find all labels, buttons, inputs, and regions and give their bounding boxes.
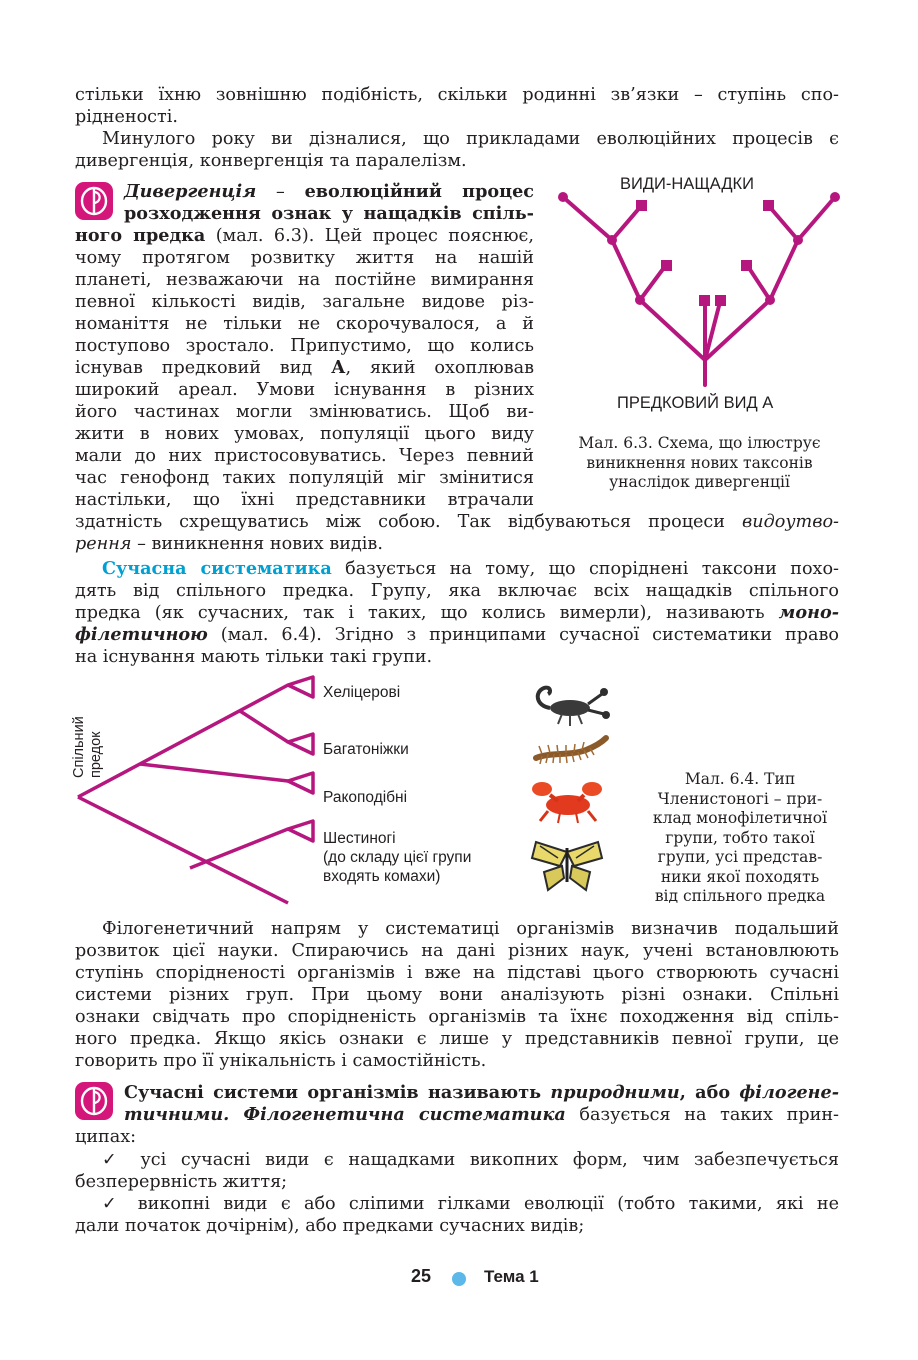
divergence-line-10: широкий ареал. Умови існування в різних	[75, 380, 534, 400]
divergence-line-4: чому протягом розвитку життя на нашій	[75, 248, 534, 268]
systems-line-2: тичними. Філогенетична систематика базується на таких прин-	[124, 1104, 839, 1125]
divergence-line-1: Дивергенція – еволюційний процес	[124, 181, 535, 202]
scorpion-icon	[528, 680, 610, 728]
last-year-line-2: дивергенція, конвергенція та паралелізм.	[75, 151, 467, 171]
check-icon: ✓	[102, 1150, 126, 1170]
fig64-ancestor-label: Спільний предок	[71, 716, 104, 778]
divergence-line-17: рення – виникнення нових видів.	[75, 534, 383, 554]
principle-2-line-2: дали початок дочірнім), або предками сучасних видів;	[75, 1216, 585, 1236]
divergence-line-15: настільки, що їхні представники втрачали	[75, 490, 534, 510]
fig63-top-label: ВИДИ-НАЩАДКИ	[620, 175, 754, 193]
last-year-line-1: Минулого року ви дізналися, що прикладами еволюційних процесів є	[102, 129, 839, 149]
modern-line-4: філетичною (мал. 6.4). Згідно з принципами сучасної систематики право	[75, 624, 839, 645]
divergence-line-6: певної кількості видів, загальне видове різ-	[75, 292, 534, 312]
systems-line-3: ципах:	[75, 1127, 137, 1147]
modern-line-5: на існування мають тільки такі групи.	[75, 647, 433, 667]
modern-line-3: предка (як сучасних, так і таких, що колись вимерли), називають моно-	[75, 602, 839, 623]
definition-icon	[75, 1082, 113, 1120]
phylo-line-5: ознаки свідчать про спорідненість організмів та їхнє походження від спіль-	[75, 1007, 839, 1027]
group-hexapoda-label: Шестиногі (до складу цієї групи входять комахи)	[323, 830, 472, 885]
divergence-line-14: час генофонд таких популяцій міг змінитися	[75, 468, 534, 488]
principle-1-line-2: безперервність життя;	[75, 1172, 288, 1192]
check-icon: ✓	[102, 1194, 125, 1214]
fig63-bottom-label: ПРЕДКОВИЙ ВИД А	[617, 394, 774, 412]
divergence-tree-diagram	[550, 185, 850, 390]
centipede-icon	[530, 732, 610, 768]
divergence-line-12: жити в нових умовах, популяції цього виду	[75, 424, 534, 444]
divergence-line-16: здатність схрещуватись між собою. Так відбуваються процеси видоутво-	[75, 512, 839, 532]
principle-2-line-1: ✓ викопні види є або сліпими гілками еволюції (тобто такими, які не	[102, 1194, 839, 1214]
divergence-line-7: номаніття не тільки не скорочувалося, а й	[75, 314, 534, 334]
monophyletic-cladogram	[70, 675, 320, 905]
modern-line-1: Сучасна систематика базується на тому, що споріднені таксони похо-	[102, 558, 839, 579]
phylo-line-1: Філогенетичний напрям у систематиці організмів визначив подальший	[102, 919, 839, 939]
group-chelicerata-label: Хеліцерові	[323, 684, 401, 701]
phylo-line-2: розвиток цієї науки. Спираючись на дані різних наук, учені встановлюють	[75, 941, 839, 961]
lobster-icon	[530, 775, 608, 827]
page-number: 25	[411, 1266, 432, 1286]
divergence-line-2: розходження ознак у нащадків спіль-	[124, 203, 534, 224]
footer-dot-icon	[452, 1272, 466, 1286]
divergence-line-9: існував предковий вид А, який охоплював	[75, 357, 535, 378]
definition-icon	[75, 182, 113, 220]
fig63-caption: Мал. 6.3. Схема, що ілюструє виникнення нових таксонів унаслідок дивергенції	[578, 434, 821, 491]
modern-systematics-term: Сучасна систематика	[102, 558, 332, 579]
divergence-line-8: поступово зростало. Припустимо, що колись	[75, 336, 534, 356]
phylo-line-3: ступінь спорідненості організмів і вже на підставі цього створюють сучасні	[75, 963, 839, 983]
phylo-line-6: ного предка. Якщо якісь ознаки є лише у представників певної групи, це	[75, 1029, 839, 1049]
top-line-1: стільки їхню зовнішню подібність, скільки родинні зв’язки – ступінь спо-	[75, 85, 839, 105]
divergence-line-11: його частинах могли змінюватись. Щоб ви-	[75, 402, 534, 422]
phylo-line-4: системи різних груп. При цьому вони аналізують різні ознаки. Спільні	[75, 985, 839, 1005]
group-myriapoda-label: Багатоніжки	[323, 741, 409, 758]
group-crustacea-label: Ракоподібні	[323, 789, 408, 806]
principle-1-line-1: ✓ усі сучасні види є нащадками викопних форм, чим забезпечується	[102, 1150, 839, 1170]
topic-label: Тема 1	[484, 1267, 539, 1286]
butterfly-icon	[530, 838, 604, 896]
divergence-line-3: ного предка (мал. 6.3). Цей процес пояснює,	[75, 225, 534, 246]
systems-line-1: Сучасні системи організмів називають природними, або філогене-	[124, 1082, 839, 1103]
divergence-line-5: планеті, незважаючи на постійне вимирання	[75, 270, 534, 290]
top-line-2: рідненості.	[75, 107, 178, 127]
modern-line-2: дять від спільного предка. Групу, яка включає всіх нащадків спільного	[75, 581, 839, 601]
divergence-term: Дивергенція	[124, 181, 257, 202]
phylo-line-7: говорить про її унікальність і самостійність.	[75, 1051, 487, 1071]
fig64-caption: Мал. 6.4. Тип Членистоногі – при- клад монофілетичної групи, тобто такої групи, усі представ- ники якої походять від спільного предка	[652, 770, 828, 905]
divergence-line-13: мали до них пристосовуватись. Через певний	[75, 446, 534, 466]
